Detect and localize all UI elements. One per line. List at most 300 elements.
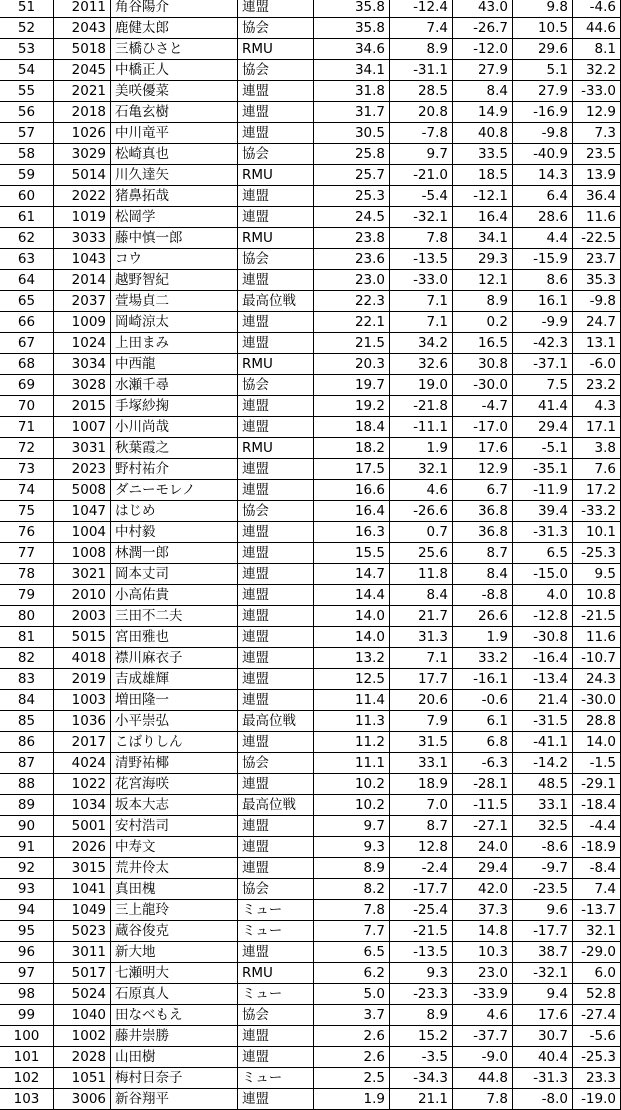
player-name-cell: 小平崇弘 xyxy=(111,711,238,732)
player-name-cell: こばりしん xyxy=(111,732,238,753)
player-id-cell: 5017 xyxy=(54,963,111,984)
score-cell-3: -8.6 xyxy=(513,837,573,858)
score-cell-2: 7.8 xyxy=(453,1089,513,1110)
player-id-cell: 1041 xyxy=(54,879,111,900)
table-row xyxy=(0,564,621,585)
player-id-cell: 1043 xyxy=(54,249,111,270)
score-cell-3: 4.4 xyxy=(513,228,573,249)
total-score-cell: 16.3 xyxy=(314,522,390,543)
player-name-cell: 萱場貞二 xyxy=(111,291,238,312)
rank-cell: 56 xyxy=(0,102,54,123)
rank-cell: 87 xyxy=(0,753,54,774)
total-score-cell: 17.5 xyxy=(314,459,390,480)
organization-cell: 連盟 xyxy=(238,543,314,564)
score-cell-3: 5.1 xyxy=(513,60,573,81)
rank-cell: 74 xyxy=(0,480,54,501)
player-name-cell: 新大地 xyxy=(111,942,238,963)
player-name-cell: 三橋ひさと xyxy=(111,39,238,60)
rank-cell: 101 xyxy=(0,1047,54,1068)
score-cell-1: -12.4 xyxy=(390,0,453,18)
player-id-cell: 3029 xyxy=(54,144,111,165)
score-cell-4: 23.2 xyxy=(573,375,621,396)
organization-cell: 連盟 xyxy=(238,627,314,648)
organization-cell: ミュー xyxy=(238,900,314,921)
total-score-cell: 6.5 xyxy=(314,942,390,963)
score-cell-1: 0.7 xyxy=(390,522,453,543)
player-id-cell: 2014 xyxy=(54,270,111,291)
organization-cell: ミュー xyxy=(238,984,314,1005)
total-score-cell: 12.5 xyxy=(314,669,390,690)
score-cell-2: -6.3 xyxy=(453,753,513,774)
organization-cell: 協会 xyxy=(238,879,314,900)
total-score-cell: 19.7 xyxy=(314,375,390,396)
score-cell-4: 8.1 xyxy=(573,39,621,60)
score-cell-1: 32.6 xyxy=(390,354,453,375)
score-cell-3: 9.4 xyxy=(513,984,573,1005)
score-cell-2: 24.0 xyxy=(453,837,513,858)
score-cell-3: 10.5 xyxy=(513,18,573,39)
table-row xyxy=(0,1005,621,1026)
score-cell-4: 32.1 xyxy=(573,921,621,942)
table-row xyxy=(0,438,621,459)
table-row xyxy=(0,543,621,564)
score-cell-1: 1.9 xyxy=(390,438,453,459)
score-cell-3: 8.6 xyxy=(513,270,573,291)
score-cell-4: -33.0 xyxy=(573,81,621,102)
table-row xyxy=(0,375,621,396)
player-name-cell: 山田樹 xyxy=(111,1047,238,1068)
table-row xyxy=(0,1026,621,1047)
organization-cell: 連盟 xyxy=(238,81,314,102)
rank-cell: 59 xyxy=(0,165,54,186)
organization-cell: 連盟 xyxy=(238,732,314,753)
score-cell-4: -9.8 xyxy=(573,291,621,312)
score-cell-1: 19.0 xyxy=(390,375,453,396)
score-cell-4: 4.3 xyxy=(573,396,621,417)
player-name-cell: 美咲優菜 xyxy=(111,81,238,102)
player-id-cell: 4024 xyxy=(54,753,111,774)
player-id-cell: 2019 xyxy=(54,669,111,690)
player-name-cell: 襟川麻衣子 xyxy=(111,648,238,669)
score-cell-4: -18.9 xyxy=(573,837,621,858)
player-name-cell: 松岡学 xyxy=(111,207,238,228)
score-cell-3: 9.8 xyxy=(513,0,573,18)
rank-cell: 65 xyxy=(0,291,54,312)
score-cell-3: -12.8 xyxy=(513,606,573,627)
organization-cell: 協会 xyxy=(238,501,314,522)
player-name-cell: 坂本大志 xyxy=(111,795,238,816)
player-name-cell: 荒井伶太 xyxy=(111,858,238,879)
score-cell-4: -22.5 xyxy=(573,228,621,249)
score-cell-4: 44.6 xyxy=(573,18,621,39)
score-cell-2: -4.7 xyxy=(453,396,513,417)
score-cell-1: 7.1 xyxy=(390,648,453,669)
organization-cell: 連盟 xyxy=(238,186,314,207)
score-cell-1: 32.1 xyxy=(390,459,453,480)
table-row xyxy=(0,417,621,438)
score-cell-2: 16.4 xyxy=(453,207,513,228)
score-cell-4: 17.1 xyxy=(573,417,621,438)
player-name-cell: 新谷翔平 xyxy=(111,1089,238,1110)
rank-cell: 53 xyxy=(0,39,54,60)
player-id-cell: 2022 xyxy=(54,186,111,207)
score-cell-4: 7.3 xyxy=(573,123,621,144)
rank-cell: 103 xyxy=(0,1089,54,1110)
player-id-cell: 1040 xyxy=(54,1005,111,1026)
score-cell-4: -13.7 xyxy=(573,900,621,921)
score-cell-3: 6.4 xyxy=(513,186,573,207)
player-id-cell: 1019 xyxy=(54,207,111,228)
table-row xyxy=(0,0,621,18)
total-score-cell: 31.8 xyxy=(314,81,390,102)
total-score-cell: 11.4 xyxy=(314,690,390,711)
score-cell-1: 18.9 xyxy=(390,774,453,795)
score-cell-1: -3.5 xyxy=(390,1047,453,1068)
player-id-cell: 1003 xyxy=(54,690,111,711)
organization-cell: ミュー xyxy=(238,1068,314,1089)
table-row xyxy=(0,1047,621,1068)
organization-cell: 連盟 xyxy=(238,774,314,795)
table-row xyxy=(0,942,621,963)
player-id-cell: 1004 xyxy=(54,522,111,543)
total-score-cell: 18.2 xyxy=(314,438,390,459)
score-cell-1: 20.6 xyxy=(390,690,453,711)
score-cell-1: 7.1 xyxy=(390,312,453,333)
player-name-cell: 田なべもえ xyxy=(111,1005,238,1026)
score-cell-3: -16.4 xyxy=(513,648,573,669)
score-cell-4: 24.7 xyxy=(573,312,621,333)
rank-cell: 67 xyxy=(0,333,54,354)
organization-cell: 連盟 xyxy=(238,312,314,333)
table-row xyxy=(0,144,621,165)
total-score-cell: 14.0 xyxy=(314,606,390,627)
player-name-cell: 小川尚哉 xyxy=(111,417,238,438)
rank-cell: 57 xyxy=(0,123,54,144)
total-score-cell: 15.5 xyxy=(314,543,390,564)
score-cell-4: -25.3 xyxy=(573,1047,621,1068)
organization-cell: 連盟 xyxy=(238,816,314,837)
player-id-cell: 5024 xyxy=(54,984,111,1005)
score-cell-4: -10.7 xyxy=(573,648,621,669)
player-id-cell: 5014 xyxy=(54,165,111,186)
rank-cell: 84 xyxy=(0,690,54,711)
score-cell-2: 29.3 xyxy=(453,249,513,270)
total-score-cell: 7.7 xyxy=(314,921,390,942)
score-cell-4: 14.0 xyxy=(573,732,621,753)
total-score-cell: 23.8 xyxy=(314,228,390,249)
score-cell-1: -31.1 xyxy=(390,60,453,81)
player-name-cell: 清野祐椰 xyxy=(111,753,238,774)
table-row xyxy=(0,312,621,333)
player-name-cell: 秋葉霞之 xyxy=(111,438,238,459)
rank-cell: 100 xyxy=(0,1026,54,1047)
score-cell-1: 8.9 xyxy=(390,39,453,60)
score-cell-4: 11.6 xyxy=(573,627,621,648)
score-cell-1: -11.1 xyxy=(390,417,453,438)
organization-cell: 連盟 xyxy=(238,858,314,879)
table-row xyxy=(0,186,621,207)
score-cell-3: -9.8 xyxy=(513,123,573,144)
table-row xyxy=(0,648,621,669)
player-id-cell: 1034 xyxy=(54,795,111,816)
player-id-cell: 1009 xyxy=(54,312,111,333)
organization-cell: 最高位戦 xyxy=(238,711,314,732)
table-row xyxy=(0,102,621,123)
organization-cell: 最高位戦 xyxy=(238,795,314,816)
rank-cell: 76 xyxy=(0,522,54,543)
organization-cell: 連盟 xyxy=(238,417,314,438)
rank-cell: 52 xyxy=(0,18,54,39)
rank-cell: 102 xyxy=(0,1068,54,1089)
organization-cell: RMU xyxy=(238,438,314,459)
rank-cell: 62 xyxy=(0,228,54,249)
score-cell-4: 23.7 xyxy=(573,249,621,270)
score-cell-2: 43.0 xyxy=(453,0,513,18)
total-score-cell: 8.2 xyxy=(314,879,390,900)
organization-cell: 連盟 xyxy=(238,522,314,543)
score-cell-1: 31.5 xyxy=(390,732,453,753)
player-id-cell: 1026 xyxy=(54,123,111,144)
rank-cell: 60 xyxy=(0,186,54,207)
score-cell-2: -26.7 xyxy=(453,18,513,39)
player-name-cell: 三田不二夫 xyxy=(111,606,238,627)
score-cell-3: 9.6 xyxy=(513,900,573,921)
score-cell-4: 52.8 xyxy=(573,984,621,1005)
score-cell-3: -15.9 xyxy=(513,249,573,270)
table-row xyxy=(0,627,621,648)
rank-cell: 81 xyxy=(0,627,54,648)
total-score-cell: 25.8 xyxy=(314,144,390,165)
score-cell-2: 36.8 xyxy=(453,522,513,543)
score-cell-2: 8.4 xyxy=(453,564,513,585)
score-cell-1: 33.1 xyxy=(390,753,453,774)
total-score-cell: 1.9 xyxy=(314,1089,390,1110)
rank-cell: 61 xyxy=(0,207,54,228)
rank-cell: 88 xyxy=(0,774,54,795)
organization-cell: 協会 xyxy=(238,1005,314,1026)
table-row xyxy=(0,249,621,270)
score-cell-1: -2.4 xyxy=(390,858,453,879)
score-cell-1: 11.8 xyxy=(390,564,453,585)
total-score-cell: 34.1 xyxy=(314,60,390,81)
score-cell-1: 7.4 xyxy=(390,18,453,39)
total-score-cell: 20.3 xyxy=(314,354,390,375)
score-cell-3: -11.9 xyxy=(513,480,573,501)
score-cell-3: -40.9 xyxy=(513,144,573,165)
player-id-cell: 2003 xyxy=(54,606,111,627)
table-row xyxy=(0,732,621,753)
score-cell-4: 36.4 xyxy=(573,186,621,207)
score-cell-2: -37.7 xyxy=(453,1026,513,1047)
rank-cell: 95 xyxy=(0,921,54,942)
score-cell-1: -25.4 xyxy=(390,900,453,921)
total-score-cell: 14.7 xyxy=(314,564,390,585)
score-cell-1: -17.7 xyxy=(390,879,453,900)
score-cell-3: 29.4 xyxy=(513,417,573,438)
score-cell-1: 21.1 xyxy=(390,1089,453,1110)
player-name-cell: 中西龍 xyxy=(111,354,238,375)
score-cell-1: 7.1 xyxy=(390,291,453,312)
total-score-cell: 23.0 xyxy=(314,270,390,291)
player-id-cell: 2010 xyxy=(54,585,111,606)
total-score-cell: 30.5 xyxy=(314,123,390,144)
player-id-cell: 1008 xyxy=(54,543,111,564)
player-name-cell: 小高佑貴 xyxy=(111,585,238,606)
score-cell-3: -13.4 xyxy=(513,669,573,690)
organization-cell: 協会 xyxy=(238,375,314,396)
player-name-cell: 吉成雄輝 xyxy=(111,669,238,690)
organization-cell: 協会 xyxy=(238,753,314,774)
player-name-cell: 中村毅 xyxy=(111,522,238,543)
total-score-cell: 5.0 xyxy=(314,984,390,1005)
score-cell-2: 37.3 xyxy=(453,900,513,921)
score-cell-2: 26.6 xyxy=(453,606,513,627)
rank-cell: 55 xyxy=(0,81,54,102)
player-name-cell: 三上龍玲 xyxy=(111,900,238,921)
score-cell-1: 8.4 xyxy=(390,585,453,606)
player-id-cell: 3021 xyxy=(54,564,111,585)
score-cell-2: 1.9 xyxy=(453,627,513,648)
table-row xyxy=(0,879,621,900)
score-cell-4: 24.3 xyxy=(573,669,621,690)
score-cell-2: 12.1 xyxy=(453,270,513,291)
rank-cell: 66 xyxy=(0,312,54,333)
score-cell-1: -5.4 xyxy=(390,186,453,207)
player-name-cell: 安村浩司 xyxy=(111,816,238,837)
score-cell-2: 16.5 xyxy=(453,333,513,354)
table-row xyxy=(0,480,621,501)
score-cell-4: -6.0 xyxy=(573,354,621,375)
score-cell-1: -33.0 xyxy=(390,270,453,291)
table-row xyxy=(0,984,621,1005)
player-name-cell: 野村祐介 xyxy=(111,459,238,480)
score-cell-3: -37.1 xyxy=(513,354,573,375)
score-cell-4: -18.4 xyxy=(573,795,621,816)
player-name-cell: 鹿健太郎 xyxy=(111,18,238,39)
score-cell-4: -19.0 xyxy=(573,1089,621,1110)
table-row xyxy=(0,60,621,81)
score-cell-2: 14.8 xyxy=(453,921,513,942)
score-cell-3: -31.5 xyxy=(513,711,573,732)
rank-cell: 63 xyxy=(0,249,54,270)
player-name-cell: 七瀬明大 xyxy=(111,963,238,984)
organization-cell: 連盟 xyxy=(238,837,314,858)
score-cell-1: 9.3 xyxy=(390,963,453,984)
rank-cell: 94 xyxy=(0,900,54,921)
score-cell-4: 11.6 xyxy=(573,207,621,228)
player-id-cell: 5023 xyxy=(54,921,111,942)
table-row xyxy=(0,774,621,795)
player-id-cell: 1022 xyxy=(54,774,111,795)
organization-cell: RMU xyxy=(238,354,314,375)
player-id-cell: 1036 xyxy=(54,711,111,732)
rank-cell: 99 xyxy=(0,1005,54,1026)
score-cell-2: 23.0 xyxy=(453,963,513,984)
player-id-cell: 2037 xyxy=(54,291,111,312)
player-name-cell: 上田まみ xyxy=(111,333,238,354)
player-id-cell: 2018 xyxy=(54,102,111,123)
score-cell-2: -12.1 xyxy=(453,186,513,207)
rank-cell: 86 xyxy=(0,732,54,753)
player-name-cell: 手塚紗掬 xyxy=(111,396,238,417)
score-cell-2: 8.7 xyxy=(453,543,513,564)
total-score-cell: 10.2 xyxy=(314,795,390,816)
score-cell-3: -9.7 xyxy=(513,858,573,879)
score-cell-2: -30.0 xyxy=(453,375,513,396)
total-score-cell: 14.0 xyxy=(314,627,390,648)
score-cell-1: 12.8 xyxy=(390,837,453,858)
rank-cell: 75 xyxy=(0,501,54,522)
total-score-cell: 3.7 xyxy=(314,1005,390,1026)
player-id-cell: 3034 xyxy=(54,354,111,375)
rank-cell: 72 xyxy=(0,438,54,459)
score-cell-4: 35.3 xyxy=(573,270,621,291)
score-cell-4: 12.9 xyxy=(573,102,621,123)
table-row xyxy=(0,795,621,816)
score-cell-4: -5.6 xyxy=(573,1026,621,1047)
score-cell-2: 8.9 xyxy=(453,291,513,312)
table-row xyxy=(0,690,621,711)
table-row xyxy=(0,459,621,480)
table-row xyxy=(0,207,621,228)
score-cell-2: -8.8 xyxy=(453,585,513,606)
total-score-cell: 25.7 xyxy=(314,165,390,186)
score-cell-2: -11.5 xyxy=(453,795,513,816)
score-cell-1: 21.7 xyxy=(390,606,453,627)
score-cell-1: 34.2 xyxy=(390,333,453,354)
total-score-cell: 13.2 xyxy=(314,648,390,669)
score-cell-1: 15.2 xyxy=(390,1026,453,1047)
rank-cell: 85 xyxy=(0,711,54,732)
rank-cell: 58 xyxy=(0,144,54,165)
score-cell-3: -5.1 xyxy=(513,438,573,459)
table-row xyxy=(0,963,621,984)
rank-cell: 71 xyxy=(0,417,54,438)
rank-cell: 51 xyxy=(0,0,54,18)
organization-cell: 連盟 xyxy=(238,1026,314,1047)
player-id-cell: 2017 xyxy=(54,732,111,753)
table-row xyxy=(0,123,621,144)
total-score-cell: 11.3 xyxy=(314,711,390,732)
table-row xyxy=(0,270,621,291)
score-cell-2: 34.1 xyxy=(453,228,513,249)
rank-cell: 96 xyxy=(0,942,54,963)
table-row xyxy=(0,606,621,627)
score-cell-4: 10.8 xyxy=(573,585,621,606)
score-cell-2: 18.5 xyxy=(453,165,513,186)
organization-cell: 連盟 xyxy=(238,0,314,18)
score-cell-3: 21.4 xyxy=(513,690,573,711)
total-score-cell: 24.5 xyxy=(314,207,390,228)
rank-cell: 90 xyxy=(0,816,54,837)
score-cell-3: -42.3 xyxy=(513,333,573,354)
total-score-cell: 2.5 xyxy=(314,1068,390,1089)
organization-cell: 連盟 xyxy=(238,333,314,354)
score-cell-3: -35.1 xyxy=(513,459,573,480)
score-cell-2: 27.9 xyxy=(453,60,513,81)
score-cell-1: -21.8 xyxy=(390,396,453,417)
score-cell-4: -29.1 xyxy=(573,774,621,795)
total-score-cell: 22.1 xyxy=(314,312,390,333)
player-id-cell: 5001 xyxy=(54,816,111,837)
player-name-cell: 松崎真也 xyxy=(111,144,238,165)
player-id-cell: 1051 xyxy=(54,1068,111,1089)
total-score-cell: 16.4 xyxy=(314,501,390,522)
score-cell-3: 14.3 xyxy=(513,165,573,186)
score-cell-1: 17.7 xyxy=(390,669,453,690)
total-score-cell: 19.2 xyxy=(314,396,390,417)
table-row xyxy=(0,858,621,879)
